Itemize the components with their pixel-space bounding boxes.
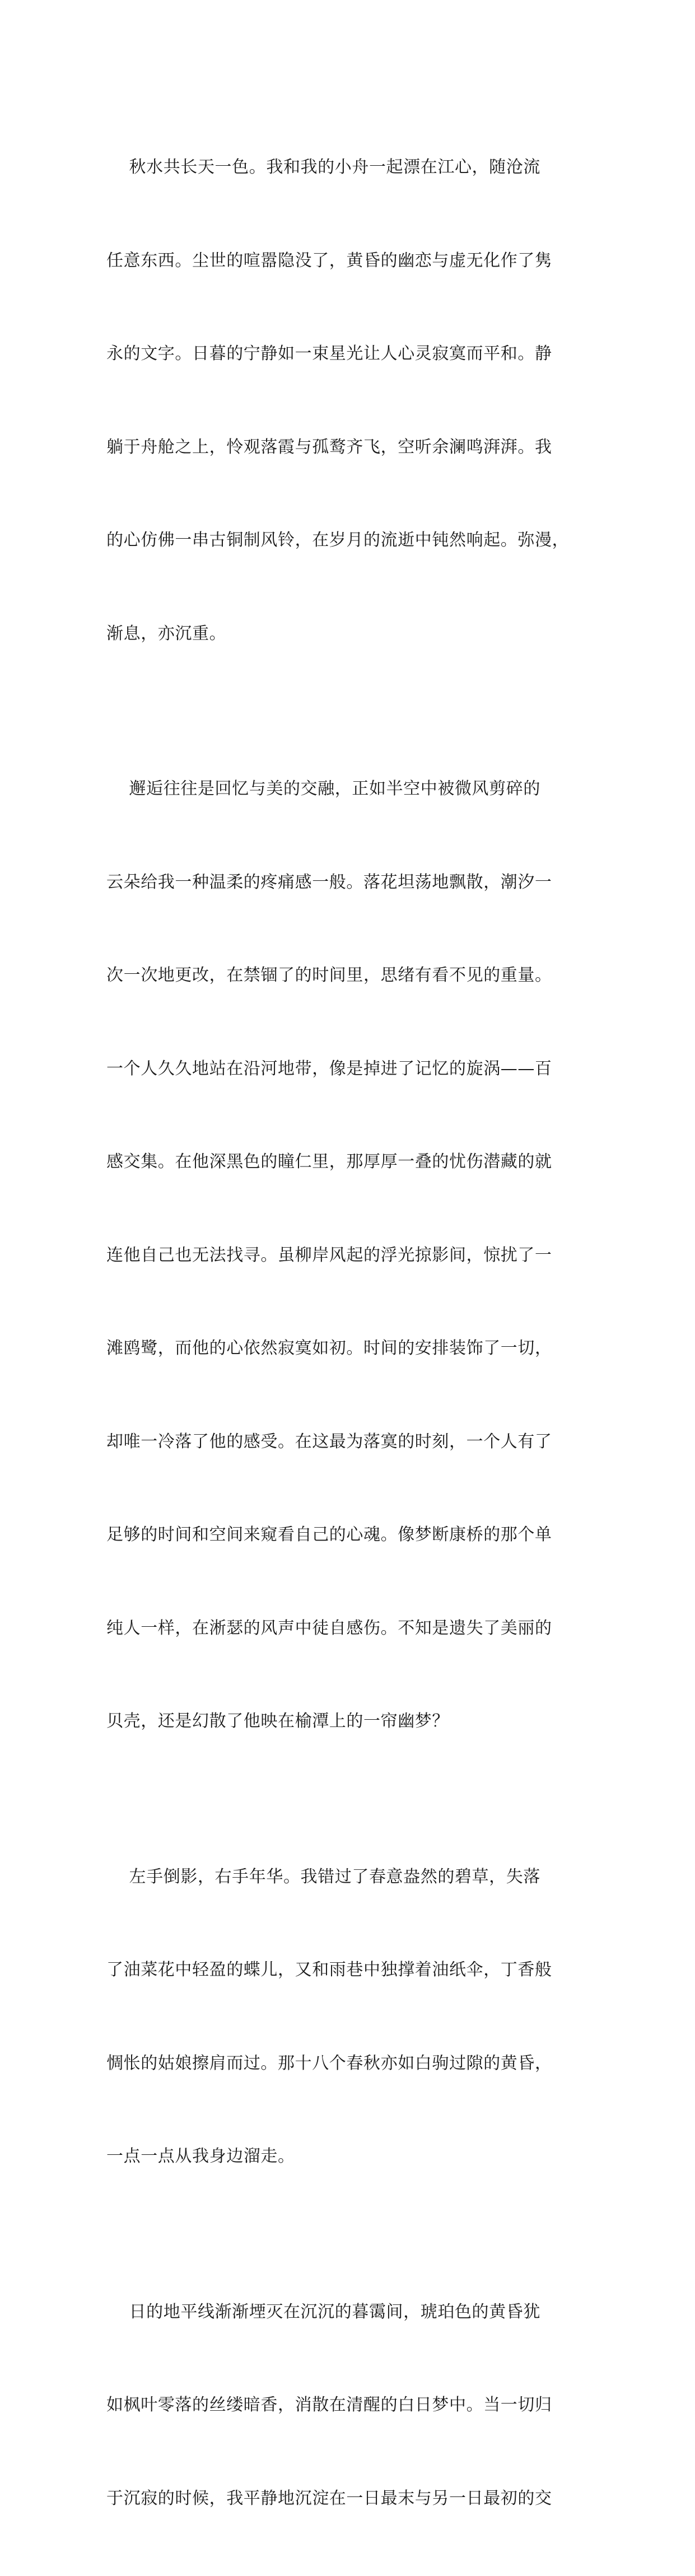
text-line: 躺于舟舱之上，怜观落霞与孤鹜齐飞，空听余澜鸣湃湃。我 [106,432,594,463]
text-line: 的心仿佛一串古铜制风铃，在岁月的流逝中钝然响起。弥漫， [106,525,594,556]
text-line: 任意东西。尘世的喧嚣隐没了，黄昏的幽恋与虚无化作了隽 [106,245,594,277]
text-line: 次一次地更改，在禁锢了的时间里，思绪有看不见的重量。 [106,960,594,991]
text-line: 却唯一冷落了他的感受。在这最为落寞的时刻，一个人有了 [106,1426,594,1458]
text-line: 了油菜花中轻盈的蝶儿，又和雨巷中独撑着油纸伞，丁香般 [106,1954,594,1986]
text-line: 贝壳，还是幻散了他映在榆潭上的一帘幽梦？ [106,1706,594,1737]
text-line: 惆怅的姑娘擦肩而过。那十八个春秋亦如白驹过隙的黄昏， [106,2048,594,2079]
text-line: 日的地平线渐渐堙灭在沉沉的暮霭间，琥珀色的黄昏犹 [106,2297,594,2328]
text-line: 如枫叶零落的丝缕暗香，消散在清醒的白日梦中。当一切归 [106,2390,594,2421]
paragraph-2 [106,711,594,1799]
paragraph-4 [106,2234,594,2576]
text-line: 一个人久久地站在沿河地带，像是掉进了记忆的旋涡——百 [106,1053,594,1085]
text-line: 足够的时间和空间来窥看自己的心魂。像梦断康桥的那个单 [106,1519,594,1551]
text-line: 永的文字。日暮的宁静如一束星光让人心灵寂寞而平和。静 [106,338,594,370]
text-line: 滩鸥鹭，而他的心依然寂寞如初。时间的安排装饰了一切， [106,1333,594,1364]
text-line: 感交集。在他深黑色的瞳仁里，那厚厚一叠的忧伤潜藏的就 [106,1146,594,1178]
text-line: 渐息，亦沉重。 [106,618,594,650]
text-line: 一点一点从我身边溜走。 [106,2141,594,2172]
text-line: 连他自己也无法找寻。虽柳岸风起的浮光掠影间，惊扰了一 [106,1240,594,1271]
paragraph-3 [106,1799,594,2234]
text-line: 纯人一样，在淅瑟的风声中徒自感伤。不知是遗失了美丽的 [106,1613,594,1644]
paragraph-1 [106,90,594,711]
text-line: 秋水共长天一色。我和我的小舟一起漂在江心，随沧流 [106,152,594,183]
text-line: 左手倒影，右手年华。我错过了春意盎然的碧草，失落 [106,1861,594,1893]
text-line: 邂逅往往是回忆与美的交融，正如半空中被微风剪碎的 [106,773,594,805]
text-line: 于沉寂的时候，我平静地沉淀在一日最末与另一日最初的交 [106,2483,594,2514]
text-line: 云朵给我一种温柔的疼痛感一般。落花坦荡地飘散，潮汐一 [106,867,594,898]
document-body [106,90,594,2576]
